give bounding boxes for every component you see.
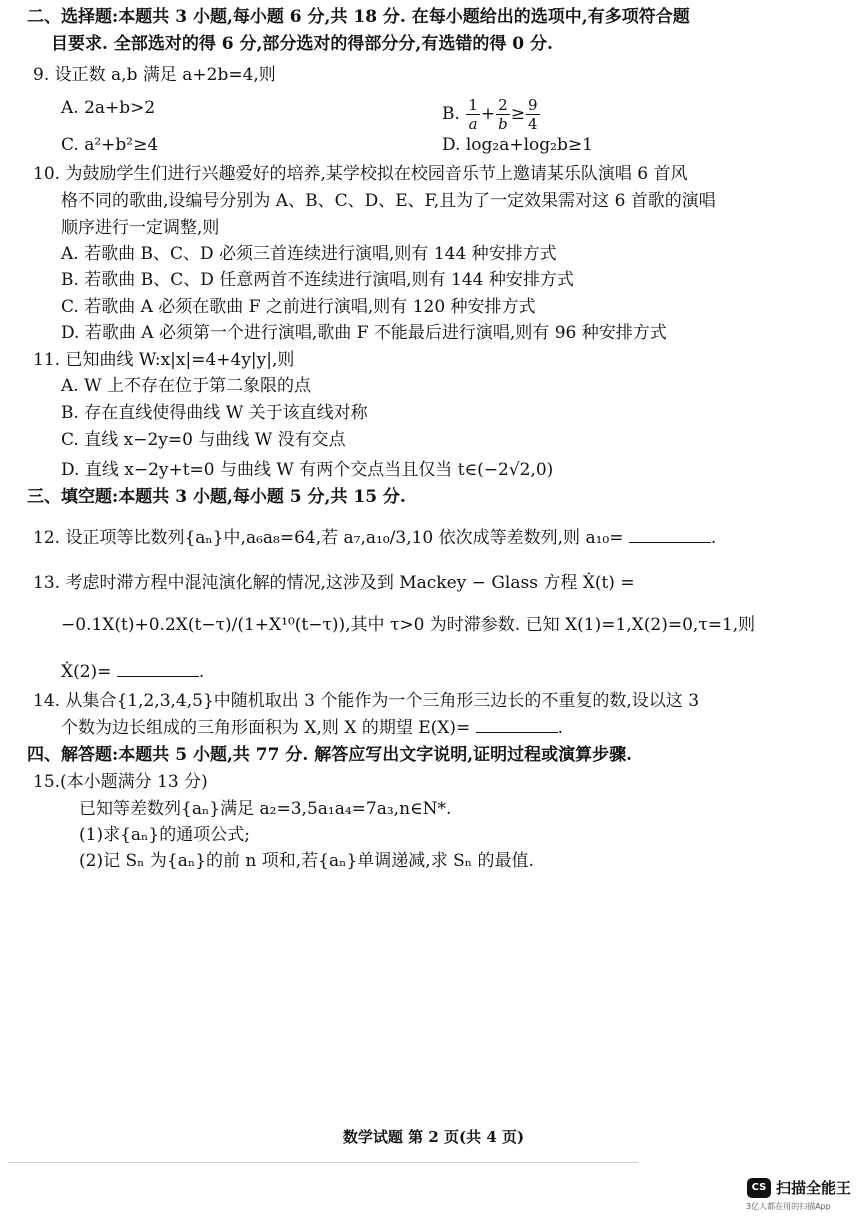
q13-line1: 13. 考虑时滞方程中混沌演化解的情况,这涉及到 Mackey − Glass 方程 Ẋ(t) = (33, 573, 635, 593)
section-4-header: 四、解答题:本题共 5 小题,共 77 分. 解答应写出文字说明,证明过程或演算步骤. (27, 745, 633, 765)
q12-text: 12. 设正项等比数列{aₙ}中,a₆a₈=64,若 a₇,a₁₀/3,10 依次成等差数列,则 a₁₀= (33, 528, 624, 548)
q15-part1: (1)求{aₙ}的通项公式; (79, 825, 250, 845)
q15-title: 15.(本小题满分 13 分) (33, 772, 208, 792)
q11-option-a: A. W 上不存在位于第二象限的点 (61, 376, 311, 396)
q9-stem: 9. 设正数 a,b 满足 a+2b=4,则 (33, 65, 276, 85)
q10-stem-line1: 10. 为鼓励学生们进行兴趣爱好的培养,某学校拟在校园音乐节上邀请某乐队演唱 6 首风 (33, 164, 688, 184)
q14-line2-text: 个数为边长组成的三角形面积为 X,则 X 的期望 E(X)= (61, 718, 471, 738)
q11-option-c: C. 直线 x−2y=0 与曲线 W 没有交点 (61, 430, 346, 450)
q12: 12. 设正项等比数列{aₙ}中,a₆a₈=64,若 a₇,a₁₀/3,10 依次成等差数列,则 a₁₀= . (33, 528, 717, 548)
q10-option-b: B. 若歌曲 B、C、D 任意两首不连续进行演唱,则有 144 种安排方式 (61, 270, 574, 290)
scanner-logo-icon: CS (747, 1178, 771, 1198)
q15-part2: (2)记 Sₙ 为{aₙ}的前 n 项和,若{aₙ}单调递减,求 Sₙ 的最值. (79, 851, 534, 871)
q13-line3-text: Ẋ(2)= (61, 662, 112, 682)
scanner-watermark (747, 1177, 851, 1198)
q13-line3: Ẋ(2)= . (61, 662, 205, 682)
scanner-tagline: 3亿人都在用的扫描App (746, 1202, 831, 1211)
q11-option-b: B. 存在直线使得曲线 W 关于该直线对称 (61, 403, 368, 423)
scanner-app-name: 扫描全能王 (776, 1179, 852, 1197)
q14-answer-blank (476, 718, 558, 733)
q14-line1: 14. 从集合{1,2,3,4,5}中随机取出 3 个能作为一个三角形三边长的不重复的数,设以这 3 (33, 691, 700, 711)
q9-option-c: C. a²+b²≥4 (61, 135, 159, 155)
q10-option-d: D. 若歌曲 A 必须第一个进行演唱,歌曲 F 不能最后进行演唱,则有 96 种安排方式 (61, 323, 667, 343)
q12-answer-blank (629, 528, 711, 543)
section-2-header-line1: 二、选择题:本题共 3 小题,每小题 6 分,共 18 分. 在每小题给出的选项中,有多项符合题 (27, 7, 690, 27)
q13-answer-blank (117, 662, 199, 677)
footer-rule (8, 1162, 638, 1163)
q11-option-d: D. 直线 x−2y+t=0 与曲线 W 有两个交点当且仅当 t∈(−2√2,0) (61, 460, 554, 480)
section-2-header-line2: 目要求. 全部选对的得 6 分,部分选对的得部分分,有选错的得 0 分. (51, 34, 553, 54)
q11-stem: 11. 已知曲线 W:x|x|=4+4y|y|,则 (33, 350, 295, 370)
q14-line2: 个数为边长组成的三角形面积为 X,则 X 的期望 E(X)= . (61, 718, 564, 738)
q10-stem-line2: 格不同的歌曲,设编号分别为 A、B、C、D、E、F,且为了一定效果需对这 6 首歌的演唱 (61, 191, 716, 211)
q15-stem: 已知等差数列{aₙ}满足 a₂=3,5a₁a₄=7a₃,n∈N*. (79, 799, 452, 819)
q13-line2: −0.1X(t)+0.2X(t−τ)/(1+X¹⁰(t−τ)),其中 τ>0 为时滞参数. 已知 X(1)=1,X(2)=0,τ=1,则 (61, 615, 756, 635)
q9-option-b: B. $\frac{1}{a}$ + $\frac{2}{b}$ ≥ $\frac{9}{4}$ (442, 96, 538, 133)
page-footer: 数学试题 第 2 页(共 4 页) (342, 1128, 525, 1146)
q10-option-a: A. 若歌曲 B、C、D 必须三首连续进行演唱,则有 144 种安排方式 (61, 244, 557, 264)
q10-option-c: C. 若歌曲 A 必须在歌曲 F 之前进行演唱,则有 120 种安排方式 (61, 297, 536, 317)
section-3-header: 三、填空题:本题共 3 小题,每小题 5 分,共 15 分. (27, 487, 406, 507)
q10-stem-line3: 顺序进行一定调整,则 (61, 218, 220, 238)
q9-option-d: D. log₂a+log₂b≥1 (442, 135, 593, 155)
q9-option-a: A. 2a+b>2 (61, 98, 156, 118)
